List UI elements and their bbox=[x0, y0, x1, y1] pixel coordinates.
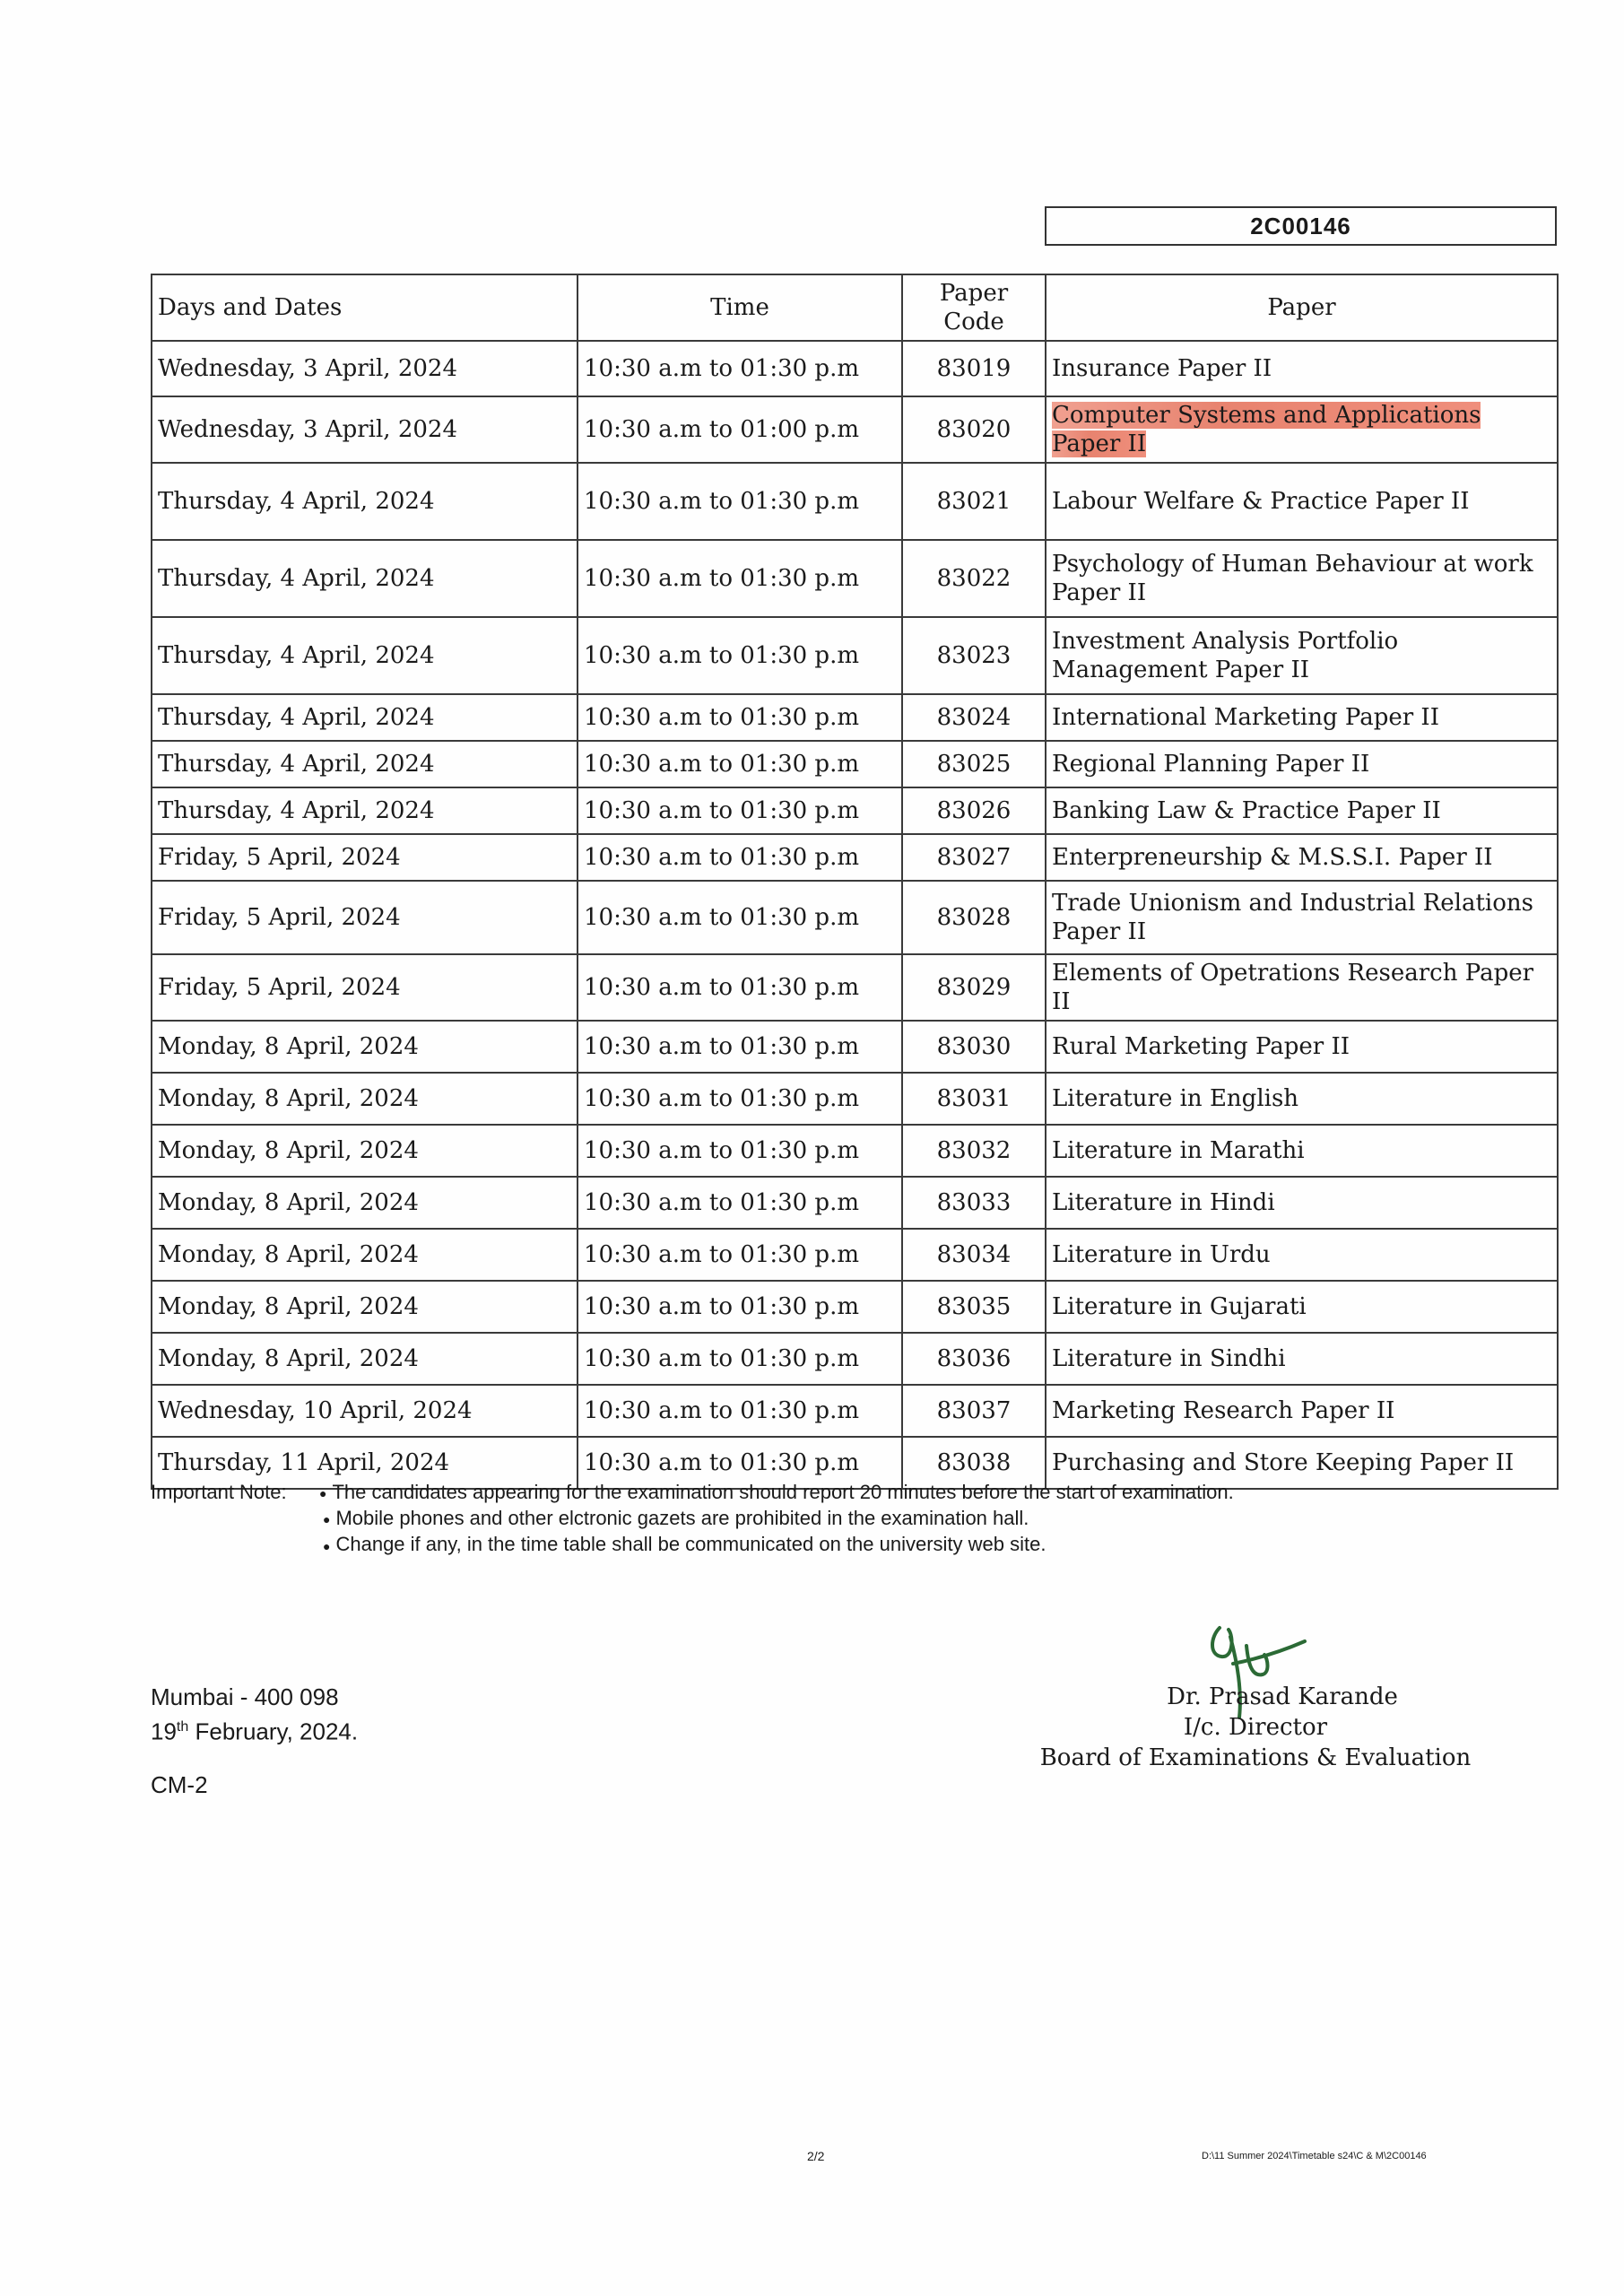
paper-code-cell bbox=[902, 341, 1046, 396]
paper-code-cell-text: 83035 bbox=[936, 1293, 1012, 1320]
notes-label: Important Note: bbox=[151, 1481, 287, 1503]
paper-code-cell bbox=[902, 617, 1046, 694]
date-cell bbox=[152, 834, 578, 881]
paper-name-cell bbox=[1046, 540, 1558, 617]
paper-name-cell bbox=[1046, 1177, 1558, 1229]
date-cell-text: Friday, 5 April, 2024 bbox=[158, 974, 401, 1001]
date-cell bbox=[152, 540, 578, 617]
paper-code-cell-text: 83028 bbox=[936, 904, 1012, 931]
time-cell bbox=[578, 1333, 902, 1385]
document-code-box bbox=[1045, 206, 1557, 246]
paper-code-cell bbox=[902, 540, 1046, 617]
table-row bbox=[152, 1229, 1558, 1281]
paper-code-cell bbox=[902, 1125, 1046, 1177]
paper-code-cell bbox=[902, 881, 1046, 954]
time-cell bbox=[578, 954, 902, 1021]
issue-date-rest: February, 2024. bbox=[188, 1718, 359, 1745]
bullet-icon: ● bbox=[323, 1512, 331, 1527]
time-cell-text: 10:30 a.m to 01:30 p.m bbox=[584, 1449, 859, 1476]
time-cell-text: 10:30 a.m to 01:30 p.m bbox=[584, 1137, 859, 1164]
paper-name-cell bbox=[1046, 1125, 1558, 1177]
paper-code-cell-text: 83023 bbox=[936, 642, 1012, 669]
time-cell bbox=[578, 396, 902, 463]
paper-code-cell bbox=[902, 1281, 1046, 1333]
date-cell-text: Thursday, 4 April, 2024 bbox=[158, 642, 435, 669]
date-cell bbox=[152, 1229, 578, 1281]
paper-name-cell-text: Enterpreneurship & M.S.S.I. Paper II bbox=[1052, 844, 1493, 871]
header-time: Time bbox=[578, 274, 902, 341]
paper-name-cell-text: International Marketing Paper II bbox=[1052, 704, 1439, 731]
paper-code-cell-text: 83036 bbox=[936, 1345, 1012, 1372]
paper-code-cell bbox=[902, 396, 1046, 463]
paper-name-cell-text: Literature in Hindi bbox=[1052, 1189, 1275, 1216]
paper-name-cell-text: Literature in English bbox=[1052, 1085, 1299, 1112]
paper-name-cell-text: Insurance Paper II bbox=[1052, 355, 1272, 382]
file-path: D:\11 Summer 2024\Timetable s24\C & M\2C00146 bbox=[1202, 2151, 1427, 2161]
date-cell bbox=[152, 1125, 578, 1177]
paper-code-cell-text: 83029 bbox=[936, 974, 1012, 1001]
table-row bbox=[152, 463, 1558, 540]
issue-date bbox=[151, 1712, 358, 1747]
time-cell-text: 10:30 a.m to 01:30 p.m bbox=[584, 1293, 859, 1320]
table-row bbox=[152, 881, 1558, 954]
date-cell-text: Wednesday, 3 April, 2024 bbox=[158, 416, 458, 443]
paper-code-cell bbox=[902, 954, 1046, 1021]
time-cell bbox=[578, 1073, 902, 1125]
paper-name-cell-text: Computer Systems and Applications Paper II bbox=[1052, 402, 1481, 457]
paper-code-cell bbox=[902, 1385, 1046, 1437]
table-row bbox=[152, 694, 1558, 741]
date-cell bbox=[152, 694, 578, 741]
date-cell bbox=[152, 787, 578, 834]
date-cell bbox=[152, 741, 578, 787]
date-cell-text: Monday, 8 April, 2024 bbox=[158, 1085, 419, 1112]
signatory-office: Board of Examinations & Evaluation bbox=[1039, 1744, 1472, 1771]
date-cell bbox=[152, 463, 578, 540]
document-code: 2C00146 bbox=[1250, 212, 1351, 239]
paper-code-cell-text: 83031 bbox=[936, 1085, 1012, 1112]
paper-code-cell-text: 83021 bbox=[936, 488, 1012, 515]
paper-name-cell bbox=[1046, 787, 1558, 834]
header-days-dates: Days and Dates bbox=[152, 274, 578, 341]
time-cell bbox=[578, 1385, 902, 1437]
timetable bbox=[151, 274, 1559, 1490]
paper-code-cell-text: 83038 bbox=[936, 1449, 1012, 1476]
table-row bbox=[152, 1073, 1558, 1125]
table-row bbox=[152, 1177, 1558, 1229]
time-cell-text: 10:30 a.m to 01:30 p.m bbox=[584, 488, 859, 515]
date-cell-text: Wednesday, 3 April, 2024 bbox=[158, 355, 458, 382]
note-item: Mobile phones and other elctronic gazets are prohibited in the examination hall. bbox=[335, 1507, 1029, 1530]
time-cell bbox=[578, 787, 902, 834]
time-cell-text: 10:30 a.m to 01:30 p.m bbox=[584, 1397, 859, 1424]
issue-date-suffix: th bbox=[176, 1719, 189, 1735]
time-cell bbox=[578, 1229, 902, 1281]
date-cell bbox=[152, 1385, 578, 1437]
paper-code-cell-text: 83019 bbox=[936, 355, 1012, 382]
table-row bbox=[152, 787, 1558, 834]
issue-date-day: 19 bbox=[151, 1718, 177, 1745]
paper-name-cell bbox=[1046, 341, 1558, 396]
paper-code-cell bbox=[902, 1333, 1046, 1385]
date-cell-text: Thursday, 4 April, 2024 bbox=[158, 565, 435, 592]
date-cell-text: Thursday, 4 April, 2024 bbox=[158, 797, 435, 824]
time-cell-text: 10:30 a.m to 01:30 p.m bbox=[584, 565, 859, 592]
paper-name-cell bbox=[1046, 954, 1558, 1021]
table-row bbox=[152, 1125, 1558, 1177]
paper-code-cell-text: 83033 bbox=[936, 1189, 1012, 1216]
date-cell-text: Monday, 8 April, 2024 bbox=[158, 1137, 419, 1164]
time-cell bbox=[578, 881, 902, 954]
paper-name-cell bbox=[1046, 1021, 1558, 1073]
time-cell bbox=[578, 463, 902, 540]
table-row bbox=[152, 1021, 1558, 1073]
signatory-title: I/c. Director bbox=[1183, 1714, 1328, 1741]
paper-code-cell bbox=[902, 1229, 1046, 1281]
signatory-block bbox=[1031, 1682, 1480, 1773]
header-paper: Paper bbox=[1046, 274, 1558, 341]
reference-code: CM-2 bbox=[151, 1771, 208, 1798]
page-number: 2/2 bbox=[807, 2149, 825, 2163]
table-row bbox=[152, 617, 1558, 694]
paper-code-cell-text: 83020 bbox=[936, 416, 1012, 443]
paper-code-cell bbox=[902, 787, 1046, 834]
time-cell bbox=[578, 694, 902, 741]
time-cell-text: 10:30 a.m to 01:30 p.m bbox=[584, 797, 859, 824]
paper-code-cell bbox=[902, 1073, 1046, 1125]
date-cell bbox=[152, 341, 578, 396]
time-cell-text: 10:30 a.m to 01:30 p.m bbox=[584, 642, 859, 669]
paper-code-cell bbox=[902, 1177, 1046, 1229]
date-cell-text: Friday, 5 April, 2024 bbox=[158, 844, 401, 871]
time-cell-text: 10:30 a.m to 01:30 p.m bbox=[584, 974, 859, 1001]
paper-code-cell-text: 83024 bbox=[936, 704, 1012, 731]
paper-code-cell-text: 83022 bbox=[936, 565, 1012, 592]
important-notes bbox=[151, 1480, 1550, 1559]
date-cell-text: Thursday, 4 April, 2024 bbox=[158, 704, 435, 731]
table-row bbox=[152, 954, 1558, 1021]
date-cell bbox=[152, 396, 578, 463]
paper-name-cell-text: Literature in Gujarati bbox=[1052, 1293, 1307, 1320]
place-date-block bbox=[151, 1682, 358, 1747]
note-item: The candidates appearing for the examination should report 20 minutes before the start of examination. bbox=[332, 1481, 1234, 1503]
paper-name-cell-text: Regional Planning Paper II bbox=[1052, 751, 1370, 778]
paper-name-cell-text: Trade Unionism and Industrial Relations Paper II bbox=[1052, 890, 1533, 945]
date-cell bbox=[152, 1281, 578, 1333]
table-row bbox=[152, 1385, 1558, 1437]
date-cell bbox=[152, 617, 578, 694]
paper-name-cell bbox=[1046, 741, 1558, 787]
date-cell-text: Thursday, 4 April, 2024 bbox=[158, 488, 435, 515]
paper-code-cell-text: 83025 bbox=[936, 751, 1012, 778]
table-row bbox=[152, 540, 1558, 617]
paper-name-cell-text: Purchasing and Store Keeping Paper II bbox=[1052, 1449, 1515, 1476]
date-cell-text: Monday, 8 April, 2024 bbox=[158, 1345, 419, 1372]
time-cell-text: 10:30 a.m to 01:30 p.m bbox=[584, 904, 859, 931]
table-row bbox=[152, 1281, 1558, 1333]
time-cell-text: 10:30 a.m to 01:30 p.m bbox=[584, 844, 859, 871]
paper-name-cell bbox=[1046, 617, 1558, 694]
paper-name-cell-text: Labour Welfare & Practice Paper II bbox=[1052, 488, 1470, 515]
paper-code-cell bbox=[902, 463, 1046, 540]
date-cell-text: Thursday, 11 April, 2024 bbox=[158, 1449, 450, 1476]
paper-name-cell bbox=[1046, 1281, 1558, 1333]
place-text: Mumbai - 400 098 bbox=[151, 1683, 339, 1710]
time-cell bbox=[578, 1281, 902, 1333]
date-cell-text: Monday, 8 April, 2024 bbox=[158, 1293, 419, 1320]
time-cell bbox=[578, 1021, 902, 1073]
time-cell-text: 10:30 a.m to 01:30 p.m bbox=[584, 1189, 859, 1216]
time-cell-text: 10:30 a.m to 01:30 p.m bbox=[584, 1345, 859, 1372]
bullet-icon: ● bbox=[319, 1486, 327, 1501]
table-row bbox=[152, 834, 1558, 881]
paper-code-cell bbox=[902, 741, 1046, 787]
paper-name-cell-text: Investment Analysis Portfolio Management Paper II bbox=[1052, 628, 1399, 683]
time-cell bbox=[578, 617, 902, 694]
table-row bbox=[152, 341, 1558, 396]
paper-code-cell-text: 83030 bbox=[936, 1033, 1012, 1060]
paper-name-cell-text: Marketing Research Paper II bbox=[1052, 1397, 1395, 1424]
date-cell bbox=[152, 881, 578, 954]
paper-code-cell-text: 83034 bbox=[936, 1241, 1012, 1268]
time-cell bbox=[578, 341, 902, 396]
date-cell bbox=[152, 954, 578, 1021]
time-cell bbox=[578, 540, 902, 617]
bullet-icon: ● bbox=[323, 1538, 331, 1553]
paper-code-cell bbox=[902, 834, 1046, 881]
date-cell-text: Wednesday, 10 April, 2024 bbox=[158, 1397, 473, 1424]
paper-name-cell bbox=[1046, 1385, 1558, 1437]
paper-name-cell-text: Banking Law & Practice Paper II bbox=[1052, 797, 1441, 824]
date-cell bbox=[152, 1021, 578, 1073]
time-cell-text: 10:30 a.m to 01:30 p.m bbox=[584, 1241, 859, 1268]
paper-code-cell-text: 83037 bbox=[936, 1397, 1012, 1424]
paper-name-cell bbox=[1046, 396, 1558, 463]
date-cell-text: Friday, 5 April, 2024 bbox=[158, 904, 401, 931]
time-cell-text: 10:30 a.m to 01:30 p.m bbox=[584, 355, 859, 382]
time-cell bbox=[578, 741, 902, 787]
header-paper-code: Paper Code bbox=[902, 274, 1046, 341]
time-cell-text: 10:30 a.m to 01:30 p.m bbox=[584, 1085, 859, 1112]
table-row bbox=[152, 1333, 1558, 1385]
paper-name-cell-text: Literature in Marathi bbox=[1052, 1137, 1305, 1164]
paper-name-cell bbox=[1046, 881, 1558, 954]
date-cell-text: Monday, 8 April, 2024 bbox=[158, 1241, 419, 1268]
paper-name-cell bbox=[1046, 463, 1558, 540]
date-cell bbox=[152, 1073, 578, 1125]
date-cell-text: Monday, 8 April, 2024 bbox=[158, 1033, 419, 1060]
paper-name-cell bbox=[1046, 1229, 1558, 1281]
paper-name-cell-text: Psychology of Human Behaviour at work Paper II bbox=[1052, 551, 1533, 606]
note-item: Change if any, in the time table shall be communicated on the university web site. bbox=[335, 1533, 1046, 1556]
paper-code-cell-text: 83032 bbox=[936, 1137, 1012, 1164]
paper-code-cell bbox=[902, 694, 1046, 741]
signatory-name: Dr. Prasad Karande bbox=[1167, 1683, 1398, 1710]
paper-name-cell bbox=[1046, 1333, 1558, 1385]
paper-name-cell-text: Elements of Opetrations Research Paper II bbox=[1052, 960, 1534, 1015]
paper-name-cell-text: Literature in Urdu bbox=[1052, 1241, 1271, 1268]
paper-name-cell-text: Literature in Sindhi bbox=[1052, 1345, 1286, 1372]
paper-code-cell bbox=[902, 1021, 1046, 1073]
time-cell-text: 10:30 a.m to 01:00 p.m bbox=[584, 416, 859, 443]
time-cell-text: 10:30 a.m to 01:30 p.m bbox=[584, 751, 859, 778]
date-cell bbox=[152, 1177, 578, 1229]
date-cell bbox=[152, 1333, 578, 1385]
table-header-row bbox=[152, 274, 1558, 341]
time-cell bbox=[578, 1177, 902, 1229]
paper-name-cell bbox=[1046, 834, 1558, 881]
paper-name-cell bbox=[1046, 1073, 1558, 1125]
paper-name-cell-text: Rural Marketing Paper II bbox=[1052, 1033, 1350, 1060]
time-cell bbox=[578, 1125, 902, 1177]
paper-code-cell-text: 83026 bbox=[936, 797, 1012, 824]
table-row bbox=[152, 741, 1558, 787]
table-row bbox=[152, 396, 1558, 463]
date-cell-text: Monday, 8 April, 2024 bbox=[158, 1189, 419, 1216]
paper-code-cell-text: 83027 bbox=[936, 844, 1012, 871]
paper-name-cell bbox=[1046, 694, 1558, 741]
time-cell-text: 10:30 a.m to 01:30 p.m bbox=[584, 1033, 859, 1060]
time-cell-text: 10:30 a.m to 01:30 p.m bbox=[584, 704, 859, 731]
time-cell bbox=[578, 834, 902, 881]
date-cell-text: Thursday, 4 April, 2024 bbox=[158, 751, 435, 778]
